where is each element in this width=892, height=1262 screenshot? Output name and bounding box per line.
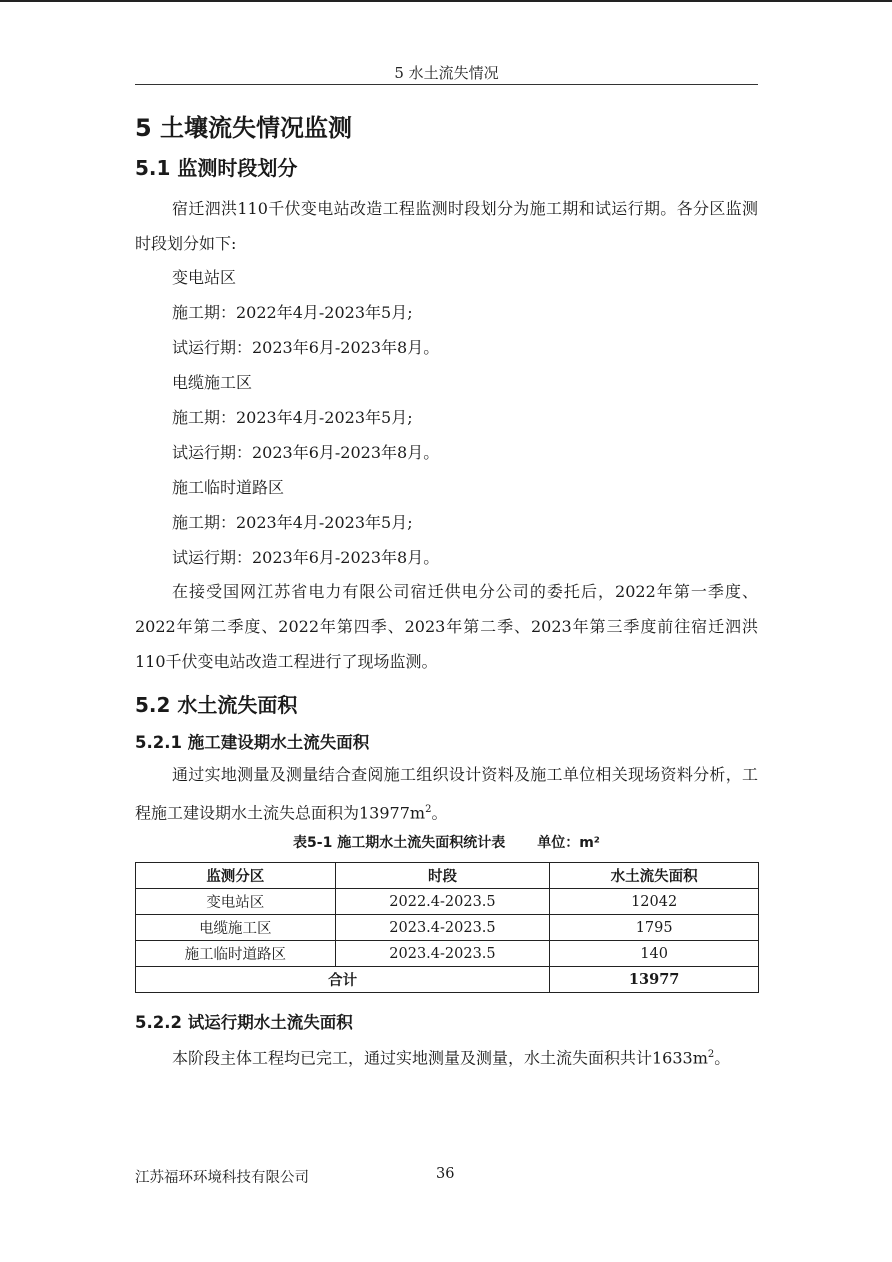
section-5-1-heading: 5.1 监测时段划分 (135, 156, 298, 180)
table-cell: 12042 (550, 889, 759, 915)
page-number: 36 (436, 1166, 455, 1182)
column-header: 水土流失面积 (550, 863, 759, 889)
zone-construction-period: 施工期：2023年4月-2023年5月; (172, 408, 413, 427)
table-row (136, 889, 759, 915)
running-header: 5 水土流失情况 (394, 64, 499, 82)
section-5-1-closing: 在接受国网江苏省电力有限公司宿迁供电分公司的委托后，2022年第一季度、2022年第二季度、2022年第四季、2023年第二季、2023年第三季度前往宿迁泗洪110千伏变电站改造工程进行了现场监测。 (135, 582, 758, 671)
total-label: 合计 (136, 967, 550, 993)
erosion-area-table (135, 862, 759, 993)
zone-name: 电缆施工区 (172, 373, 253, 392)
zone-construction-period: 施工期：2022年4月-2023年5月; (172, 303, 413, 322)
table-caption (135, 832, 758, 852)
table-cell: 2023.4-2023.5 (335, 941, 550, 967)
column-header: 时段 (335, 863, 550, 889)
zone-trial-period: 试运行期：2023年6月-2023年8月。 (172, 443, 440, 462)
table-cell: 2023.4-2023.5 (335, 915, 550, 941)
section-5-2-2-text: 本阶段主体工程均已完工，通过实地测量及测量，水土流失面积共计$1633m^2$。 (172, 1048, 731, 1068)
zone-trial-period: 试运行期：2023年6月-2023年8月。 (172, 338, 440, 357)
zone-name: 变电站区 (172, 268, 237, 287)
table-cell: 1795 (550, 915, 759, 941)
zone-construction-period: 施工期：2023年4月-2023年5月; (172, 513, 413, 532)
table-title: 表5-1 施工期水土流失面积统计表 (293, 835, 506, 851)
table-total-row (136, 967, 759, 993)
table-cell: 140 (550, 941, 759, 967)
zone-name: 施工临时道路区 (172, 478, 285, 497)
zone-trial-period: 试运行期：2023年6月-2023年8月。 (172, 548, 440, 567)
section-5-2-heading: 5.2 水土流失面积 (135, 693, 298, 717)
table-unit: 单位：m² (537, 835, 600, 851)
section-5-2-1-heading: 5.2.1 施工建设期水土流失面积 (135, 733, 370, 752)
table-row (136, 941, 759, 967)
table-cell: 施工临时道路区 (136, 941, 336, 967)
total-value: 13977 (550, 967, 759, 993)
table-row (136, 915, 759, 941)
table-cell: 电缆施工区 (136, 915, 336, 941)
table-header-row (136, 863, 759, 889)
table-cell: 变电站区 (136, 889, 336, 915)
column-header: 监测分区 (136, 863, 336, 889)
section-5-2-2-heading: 5.2.2 试运行期水土流失面积 (135, 1013, 353, 1032)
table-cell: 2022.4-2023.5 (335, 889, 550, 915)
section-5-1-intro: 宿迁泗洪110千伏变电站改造工程监测时段划分为施工期和试运行期。各分区监测时段划分如下: (135, 199, 758, 253)
page-top-border (0, 0, 892, 2)
section-5-2-1-text: 通过实地测量及测量结合查阅施工组织设计资料及施工单位相关现场资料分析，工程施工建设期水土流失总面积为$13977m^2$。 (135, 765, 758, 823)
header-rule (135, 84, 758, 85)
chapter-title: 5 土壤流失情况监测 (135, 114, 353, 142)
footer-company: 江苏福环环境科技有限公司 (135, 1170, 309, 1186)
